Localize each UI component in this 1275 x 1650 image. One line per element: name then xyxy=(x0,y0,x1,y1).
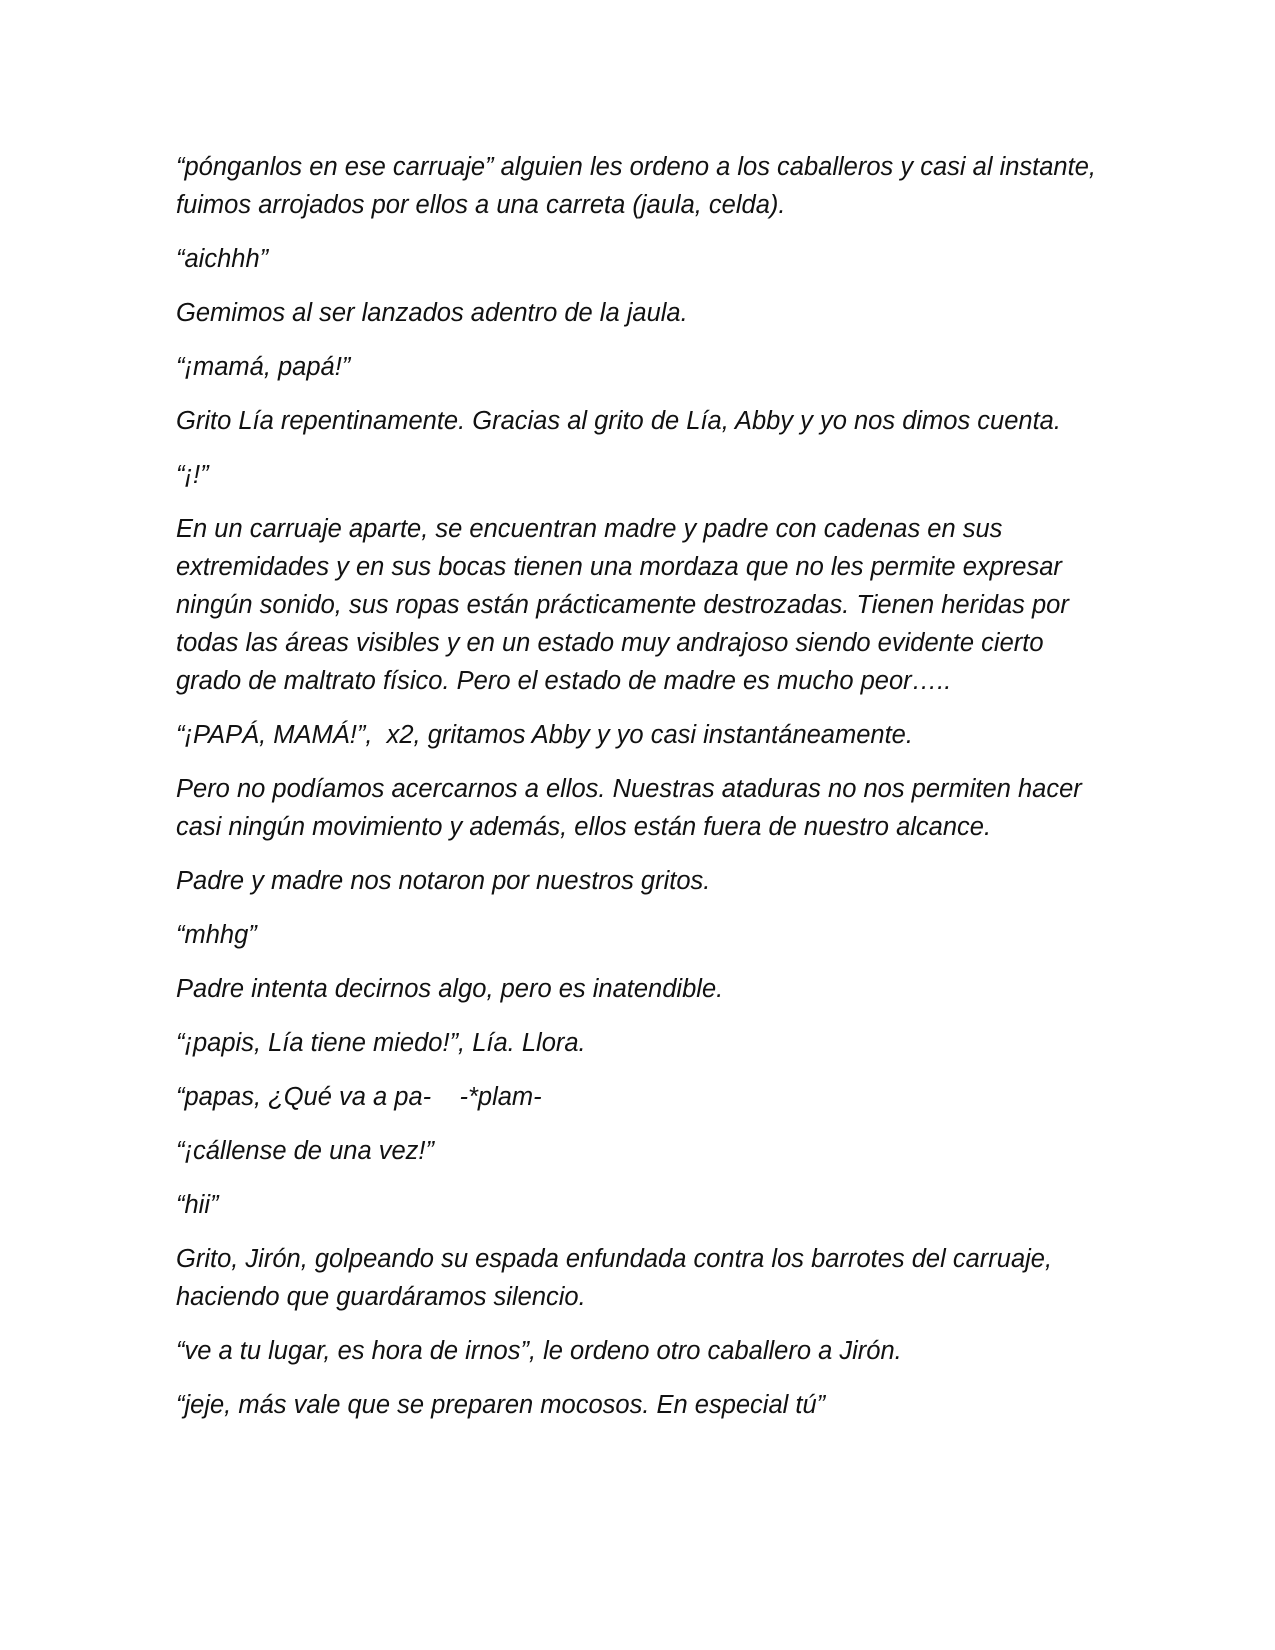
paragraph: “¡papis, Lía tiene miedo!”, Lía. Llora. xyxy=(176,1029,586,1057)
paragraph: Gemimos al ser lanzados adentro de la jaula. xyxy=(176,299,688,327)
paragraph: “¡cállense de una vez!” xyxy=(176,1137,434,1165)
paragraph: “¡PAPÁ, MAMÁ!”, x2, gritamos Abby y yo casi instantáneamente. xyxy=(176,721,913,749)
paragraph: “pónganlos en ese carruaje” alguien les ordeno a los caballeros y casi al instante, fuimos arrojados por ellos a una carreta (jaula, celda). xyxy=(176,153,1104,219)
paragraph: “¡!” xyxy=(176,461,209,489)
paragraph: Padre intenta decirnos algo, pero es inatendible. xyxy=(176,975,724,1003)
paragraph: “¡mamá, papá!” xyxy=(176,353,351,381)
paragraph: “papas, ¿Qué va a pa- -*plam- xyxy=(176,1083,542,1111)
paragraph: Grito Lía repentinamente. Gracias al grito de Lía, Abby y yo nos dimos cuenta. xyxy=(176,407,1061,435)
paragraph: “aichhh” xyxy=(176,245,269,273)
paragraph: En un carruaje aparte, se encuentran madre y padre con cadenas en sus extremidades y en sus bocas tienen una mordaza que no les permite expresar ningún sonido, sus ropas están prácticamente destrozadas. Tienen heridas por todas las áreas visibles y en un estado muy andrajoso siendo evidente cierto grado de maltrato físico. Pero el estado de madre es mucho peor….. xyxy=(176,515,1076,695)
paragraph: Pero no podíamos acercarnos a ellos. Nuestras ataduras no nos permiten hacer casi ningún movimiento y además, ellos están fuera de nuestro alcance. xyxy=(176,775,1089,841)
document-body xyxy=(176,148,1106,1440)
paragraph: “hii” xyxy=(176,1191,219,1219)
paragraph: “jeje, más vale que se preparen mocosos. En especial tú” xyxy=(176,1391,826,1419)
paragraph: “mhhg” xyxy=(176,921,257,949)
paragraph: Grito, Jirón, golpeando su espada enfundada contra los barrotes del carruaje, haciendo que guardáramos silencio. xyxy=(176,1245,1060,1311)
paragraph: “ve a tu lugar, es hora de irnos”, le ordeno otro caballero a Jirón. xyxy=(176,1337,902,1365)
paragraph: Padre y madre nos notaron por nuestros gritos. xyxy=(176,867,711,895)
